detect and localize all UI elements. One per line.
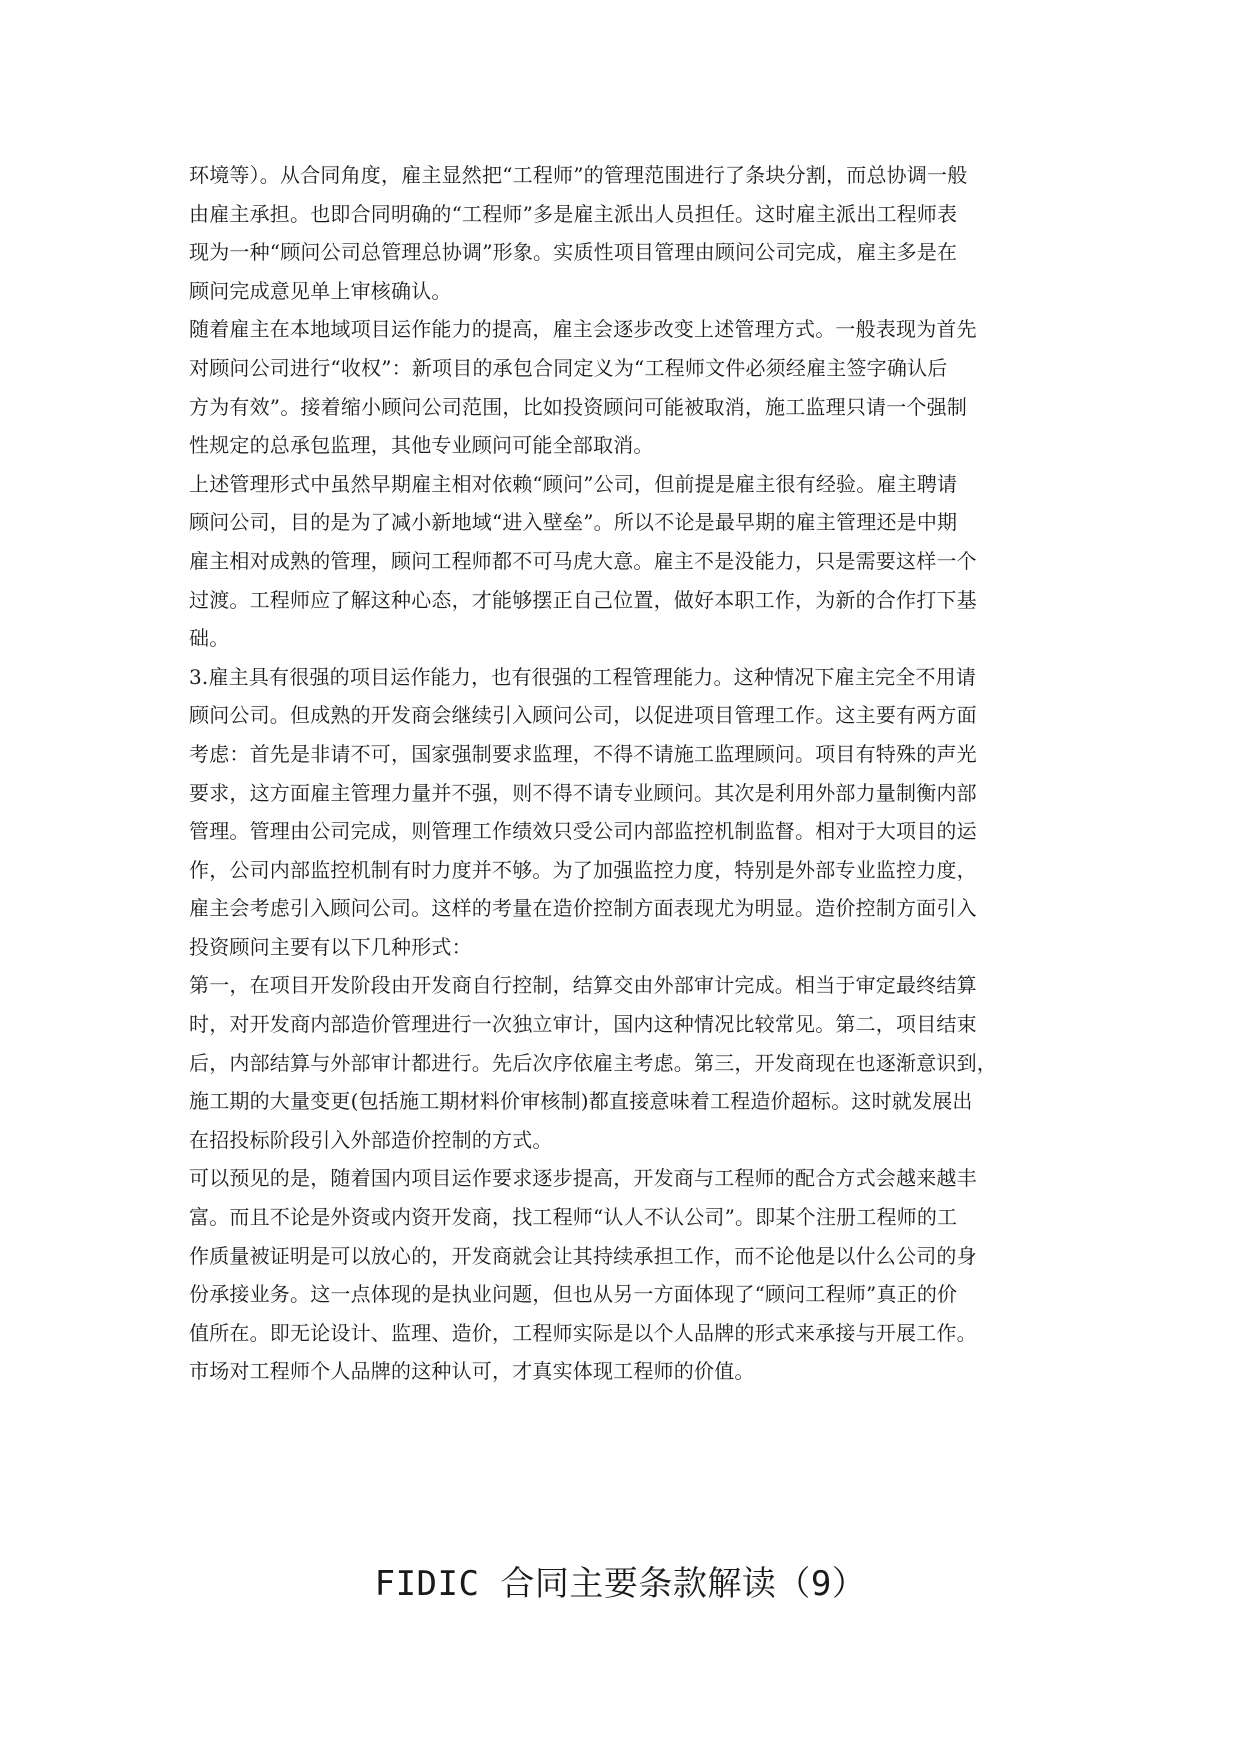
text-line: 份承接业务。这一点体现的是执业问题，但也从另一方面体现了“顾问工程师”真正的价: [189, 1282, 958, 1307]
text-line: 由雇主承担。也即合同明确的“工程师”多是雇主派出人员担任。这时雇主派出工程师表: [189, 201, 958, 226]
text-line: 顾问完成意见单上审核确认。: [189, 278, 452, 303]
text-line: 可以预见的是，随着国内项目运作要求逐步提高，开发商与工程师的配合方式会越来越丰: [189, 1166, 977, 1191]
text-line: 作，公司内部监控机制有时力度并不够。为了加强监控力度，特别是外部专业监控力度，: [189, 857, 977, 882]
text-line: 要求，这方面雇主管理力量并不强，则不得不请专业顾问。其次是利用外部力量制衡内部: [189, 780, 977, 805]
text-line: 础。: [189, 626, 230, 651]
text-line: 雇主会考虑引入顾问公司。这样的考量在造价控制方面表现尤为明显。造价控制方面引入: [189, 896, 977, 921]
text-line: 顾问公司。但成熟的开发商会继续引入顾问公司，以促进项目管理工作。这主要有两方面: [189, 703, 977, 728]
text-line: 管理。管理由公司完成，则管理工作绩效只受公司内部监控机制监督。相对于大项目的运: [189, 819, 977, 844]
text-line: 富。而且不论是外资或内资开发商，找工程师“认人不认公司”。即某个注册工程师的工: [189, 1205, 958, 1230]
text-line: 现为一种“顾问公司总管理总协调”形象。实质性项目管理由顾问公司完成，雇主多是在: [189, 240, 958, 265]
text-line: 方为有效”。接着缩小顾问公司范围，比如投资顾问可能被取消，施工监理只请一个强制: [189, 394, 968, 419]
text-line: 随着雇主在本地域项目运作能力的提高，雇主会逐步改变上述管理方式。一般表现为首先: [189, 317, 977, 342]
text-line: 时，对开发商内部造价管理进行一次独立审计，国内这种情况比较常见。第二，项目结束: [189, 1012, 977, 1037]
text-line: 性规定的总承包监理，其他专业顾问可能全部取消。: [189, 433, 654, 458]
text-line: 后，内部结算与外部审计都进行。先后次序依雇主考虑。第三，开发商现在也逐渐意识到，: [189, 1050, 997, 1075]
text-line: 市场对工程师个人品牌的这种认可，才真实体现工程师的价值。: [189, 1359, 755, 1384]
text-line: 对顾问公司进行“收权”：新项目的承包合同定义为“工程师文件必须经雇主签字确认后: [189, 355, 948, 380]
text-line: 投资顾问主要有以下几种形式：: [189, 934, 472, 959]
text-line: 值所在。即无论设计、监理、造价，工程师实际是以个人品牌的形式来承接与开展工作。: [189, 1320, 977, 1345]
text-line: 雇主相对成熟的管理，顾问工程师都不可马虎大意。雇主不是没能力，只是需要这样一个: [189, 548, 977, 573]
text-line: 第一，在项目开发阶段由开发商自行控制，结算交由外部审计完成。相当于审定最终结算: [189, 973, 977, 998]
text-line: 上述管理形式中虽然早期雇主相对依赖“顾问”公司，但前提是雇主很有经验。雇主聘请: [189, 471, 958, 496]
text-line: 在招投标阶段引入外部造价控制的方式。: [189, 1127, 553, 1152]
text-line: 施工期的大量变更(包括施工期材料价审核制)都直接意味着工程造价超标。这时就发展出: [189, 1089, 973, 1114]
text-line: 作质量被证明是可以放心的，开发商就会让其持续承担工作，而不论他是以什么公司的身: [189, 1243, 977, 1268]
text-line: 考虑：首先是非请不可，国家强制要求监理，不得不请施工监理顾问。项目有特殊的声光: [189, 741, 977, 766]
text-line: 3.雇主具有很强的项目运作能力，也有很强的工程管理能力。这种情况下雇主完全不用请: [189, 664, 977, 689]
body-text: [189, 156, 1069, 1391]
text-line: 顾问公司，目的是为了减小新地域“进入壁垒”。所以不论是最早期的雇主管理还是中期: [189, 510, 958, 535]
text-line: 环境等）。从合同角度，雇主显然把“工程师”的管理范围进行了条块分割，而总协调一般: [189, 163, 968, 187]
text-line: 过渡。工程师应了解这种心态，才能够摆正自己位置，做好本职工作，为新的合作打下基: [189, 587, 977, 612]
document-title: FIDIC 合同主要条款解读（9）: [374, 1564, 867, 1604]
